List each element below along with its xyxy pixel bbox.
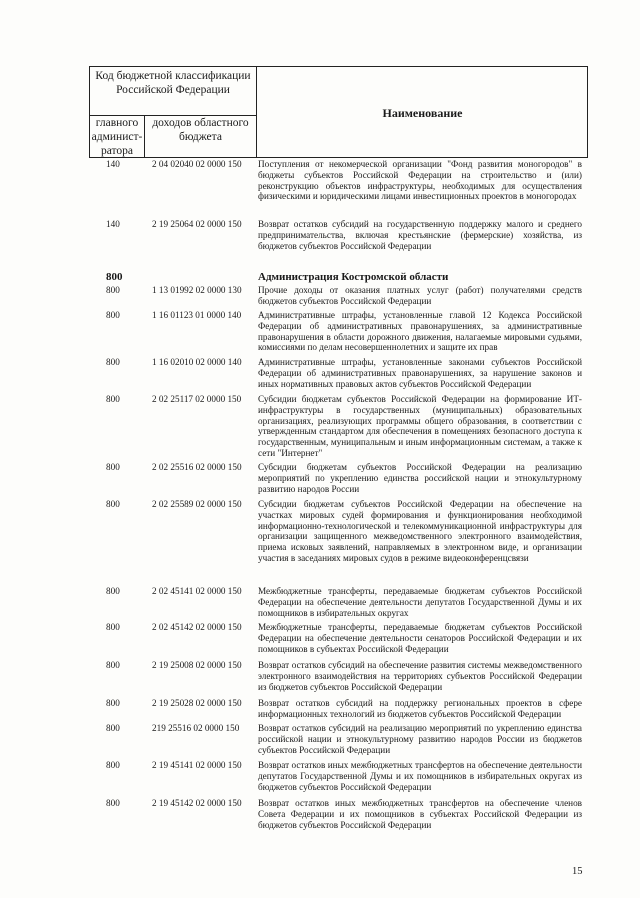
page-number: 15 [572, 866, 583, 877]
revenue-name: Администрация Костромской области [258, 271, 449, 283]
revenue-name: Возврат остатков иных межбюджетных трансфертов на обеспечение деятельности депутатов Государственной Думы и их помощников в избирательных округах из бюджетов субъектов Российской Федерации [258, 760, 582, 792]
admin-code: 140 [106, 159, 120, 169]
admin-code: 800 [106, 698, 120, 708]
admin-code: 800 [106, 394, 120, 404]
revenue-code: 2 19 25064 02 0000 150 [152, 219, 242, 229]
revenue-code: 1 16 01123 01 0000 140 [152, 310, 242, 320]
revenue-code: 2 02 25589 02 0000 150 [152, 499, 242, 509]
revenue-code: 2 19 45141 02 0000 150 [152, 760, 242, 770]
revenue-code: 2 19 25028 02 0000 150 [152, 698, 242, 708]
revenue-code: 2 02 25516 02 0000 150 [152, 462, 242, 472]
revenue-code: 2 04 02040 02 0000 150 [152, 159, 242, 169]
header-regional-revenue: доходов областного бюджета [152, 117, 249, 143]
revenue-name: Субсидии бюджетам субъектов Российской Федерации на реализацию мероприятий по укреплению единства российской нации и этнокультурному развитию народов России [258, 462, 582, 494]
admin-code: 800 [106, 462, 120, 472]
admin-code: 800 [106, 798, 120, 808]
revenue-name: Возврат остатков субсидий на реализацию мероприятий по укреплению единства российской нации и этнокультурному развитию народов России из бюджетов субъектов Российской Федерации [258, 723, 582, 755]
revenue-name: Субсидии бюджетам субъектов Российской Федерации на обеспечение на участках мировых судей формирования и функционирования необходимой информационно-технологической и телекоммуникационной инфраструктуры для организации защищенного межведомственного электронного взаимодействия, приема исковых заявлений, направляемых в электронном виде, и организации участия в заседаниях мировых судов в режиме видеоконференцсвязи [258, 499, 582, 563]
revenue-name: Возврат остатков иных межбюджетных трансфертов на обеспечение членов Совета Федерации и их помощников в субъектах Российской Федерации из бюджетов субъектов Российской Федерации [258, 798, 582, 830]
revenue-code: 2 19 25008 02 0000 150 [152, 660, 242, 670]
admin-code: 800 [106, 760, 120, 770]
admin-code: 800 [106, 622, 120, 632]
revenue-name: Возврат остатков субсидий на обеспечение развития системы межведомственного электронного взаимодействия на территориях субъектов Российской Федерации из бюджетов субъектов Российской Федерации [258, 660, 582, 692]
revenue-code: 2 02 45142 02 0000 150 [152, 622, 242, 632]
revenue-code: 2 02 25117 02 0000 150 [152, 394, 242, 404]
revenue-name: Субсидии бюджетам субъектов Российской Федерации на формирование ИТ-инфраструктуры в государственных (муниципальных) образовательных организациях, реализующих программы общего образования, в соответствии с утвержденным стандартом для обеспечения в помещениях безопасного доступа к государственным, муниципальным и иным информационным системам, а также к сети "Интернет" [258, 394, 582, 458]
revenue-name: Возврат остатков субсидий на поддержку региональных проектов в сфере информационных технологий из бюджетов субъектов Российской Федерации [258, 698, 582, 719]
admin-code: 800 [106, 357, 120, 367]
admin-code: 800 [106, 271, 123, 283]
revenue-name: Прочие доходы от оказания платных услуг (работ) получателями средств бюджетов субъектов Российской Федерации [258, 285, 582, 306]
header-kbk: Код бюджетной классификации Российской Федерации [95, 70, 251, 96]
admin-code: 800 [106, 660, 120, 670]
revenue-name: Межбюджетные трансферты, передаваемые бюджетам субъектов Российской Федерации на обеспечение деятельности сенаторов Российской Федерации и их помощников в субъектах Российской Федерации [258, 622, 582, 654]
admin-code: 800 [106, 285, 120, 295]
revenue-code: 2 19 45142 02 0000 150 [152, 798, 242, 808]
admin-code: 800 [106, 499, 120, 509]
revenue-name: Возврат остатков субсидий на государственную поддержку малого и среднего предпринимательства, включая крестьянские (фермерские) хозяйства, из бюджетов субъектов Российской Федерации [258, 219, 582, 251]
admin-code: 800 [106, 586, 120, 596]
revenue-name: Административные штрафы, установленные главой 12 Кодекса Российской Федерации об административных правонарушениях, за административные правонарушения в области дорожного движения, налагаемые мировыми судьями, комиссиями по делам несовершеннолетних и защите их прав [258, 310, 582, 353]
revenue-code: 2 02 45141 02 0000 150 [152, 586, 242, 596]
admin-code: 800 [106, 310, 120, 320]
admin-code: 800 [106, 723, 120, 733]
revenue-name: Поступления от некомерческой организации "Фонд развития моногородов" в бюджеты субъектов Российской Федерации на строительство и (или) реконструкцию объектов инфраструктуры, необходимых для осуществления физическими и юридическими лицами инвестиционных проектов в моногородах [258, 159, 582, 202]
header-name: Наименование [382, 106, 463, 120]
revenue-name: Административные штрафы, установленные законами субъектов Российской Федерации об административных правонарушениях, за нарушение законов и иных нормативных правовых актов субъектов Российской Федерации [258, 357, 582, 389]
revenue-code: 1 16 02010 02 0000 140 [152, 357, 242, 367]
table-header [89, 66, 588, 158]
revenue-code: 219 25516 02 0000 150 [152, 723, 240, 733]
revenue-name: Межбюджетные трансферты, передаваемые бюджетам субъектов Российской Федерации на обеспечение деятельности депутатов Государственной Думы и их помощников в избирательных округах [258, 586, 582, 618]
revenue-code: 1 13 01992 02 0000 130 [152, 285, 242, 295]
admin-code: 140 [106, 219, 120, 229]
header-chief-admin: главного админист-ратора [91, 117, 143, 157]
